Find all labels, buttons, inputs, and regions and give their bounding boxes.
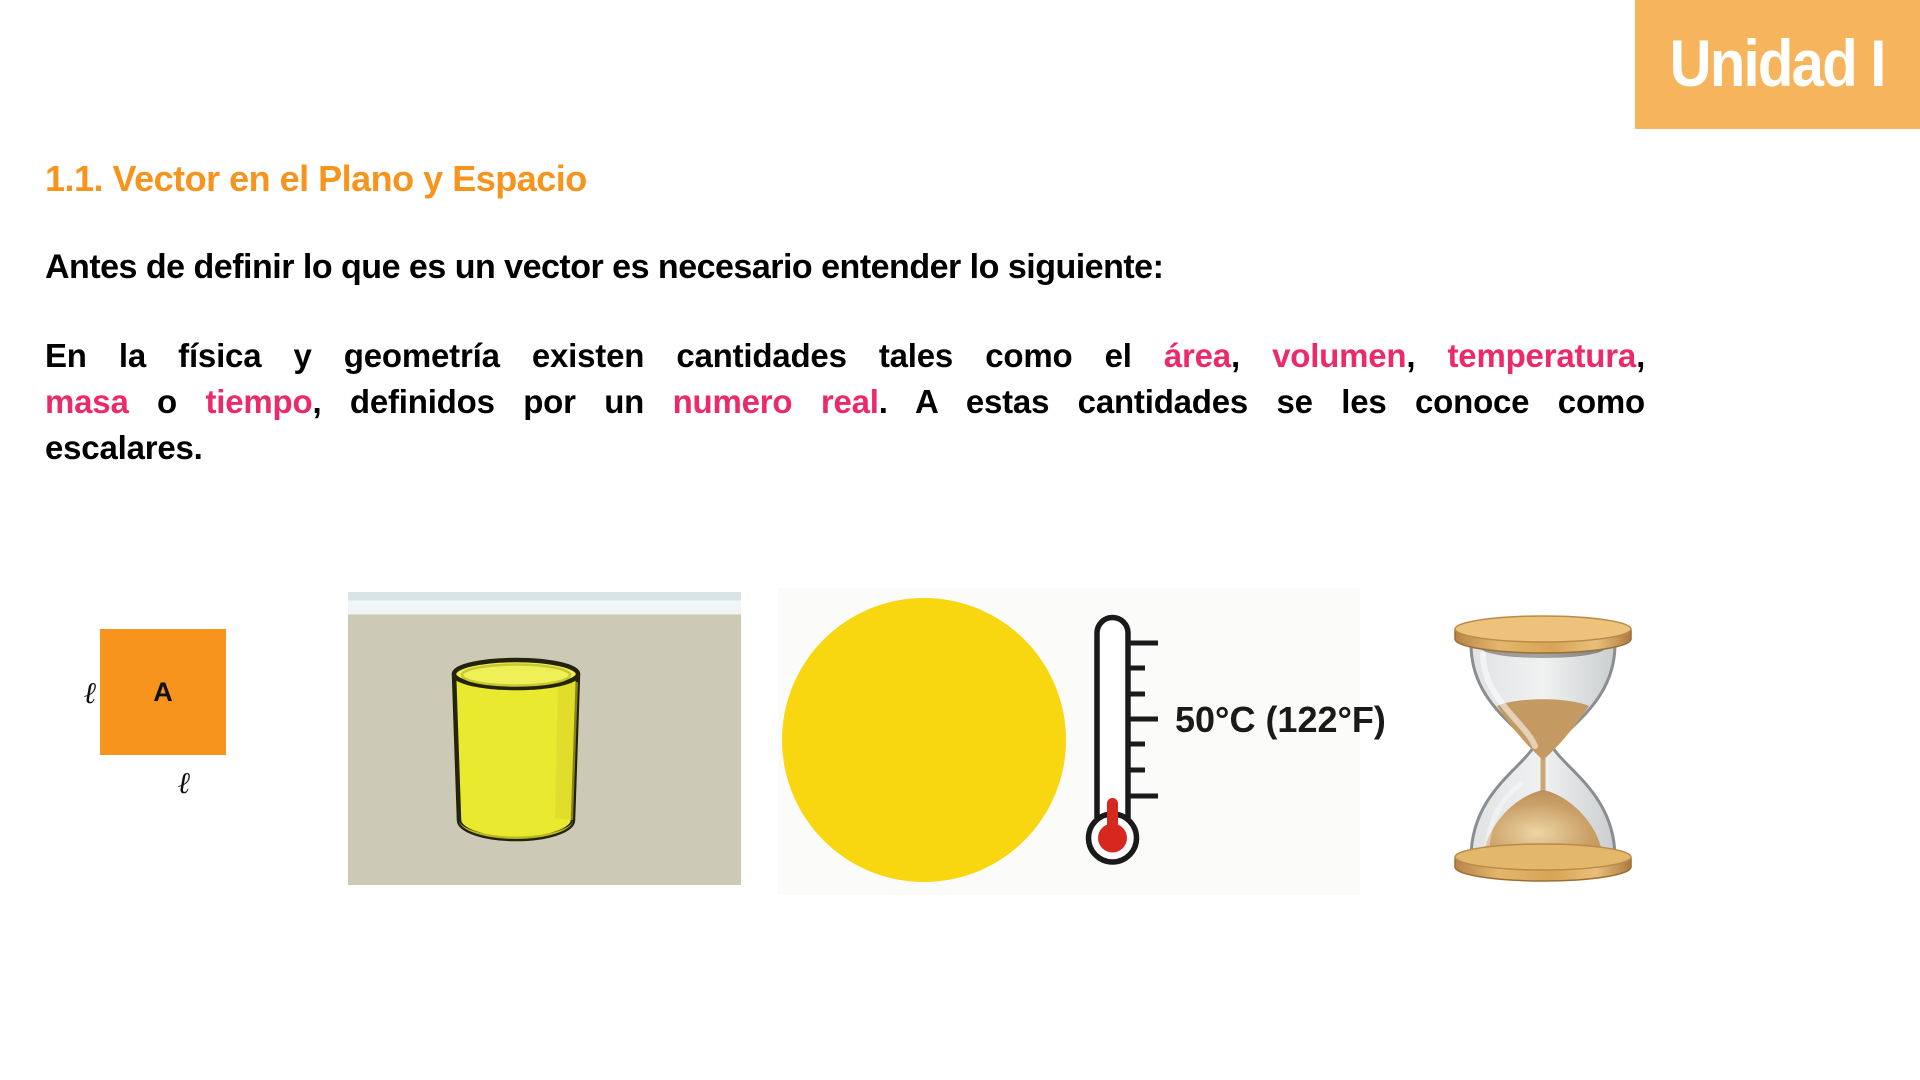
highlight-term-tiempo: tiempo	[205, 383, 313, 420]
orange-square-shape	[100, 629, 226, 755]
highlight-term-masa: masa	[45, 383, 129, 420]
hourglass-icon	[1445, 606, 1641, 891]
text-segment: ,	[1406, 337, 1448, 374]
highlight-term-temperatura: temperatura	[1447, 337, 1637, 374]
time-figure	[1445, 606, 1641, 891]
cylinder-illustration	[446, 654, 586, 854]
highlight-term-numero-real: numero real	[672, 383, 879, 420]
body-paragraph	[45, 333, 1645, 471]
unit-banner	[1635, 0, 1920, 129]
section-heading: 1.1. Vector en el Plano y Espacio	[45, 158, 587, 199]
temperature-figure	[778, 588, 1386, 895]
text-segment: o	[128, 383, 206, 420]
length-label-bottom: ℓ	[178, 766, 191, 801]
temperature-reading: 50°C (122°F)	[1175, 699, 1386, 740]
paragraph-line-3	[45, 425, 1645, 471]
text-segment: escalares.	[45, 429, 203, 466]
area-figure	[78, 616, 263, 816]
text-segment: ,	[1636, 337, 1646, 374]
length-label-left: ℓ	[84, 676, 97, 711]
text-segment: , definidos por un	[312, 383, 673, 420]
text-segment: En la física y geometría existen cantidades tales como el	[45, 337, 1164, 374]
text-segment: . A estas cantidades se les conoce como	[878, 383, 1645, 420]
unit-banner-label: Unidad I	[1669, 25, 1885, 100]
thermometer-icon	[1078, 602, 1386, 882]
sun-icon	[782, 598, 1066, 882]
highlight-term-area: área	[1163, 337, 1231, 374]
paragraph-line-1	[45, 333, 1645, 379]
area-symbol-label: A	[153, 676, 173, 707]
intro-text: Antes de definir lo que es un vector es necesario entender lo siguiente:	[45, 248, 1164, 286]
highlight-term-volumen: volumen	[1272, 337, 1407, 374]
text-segment: ,	[1230, 337, 1273, 374]
paragraph-line-2	[45, 379, 1645, 425]
volume-figure	[348, 592, 741, 885]
